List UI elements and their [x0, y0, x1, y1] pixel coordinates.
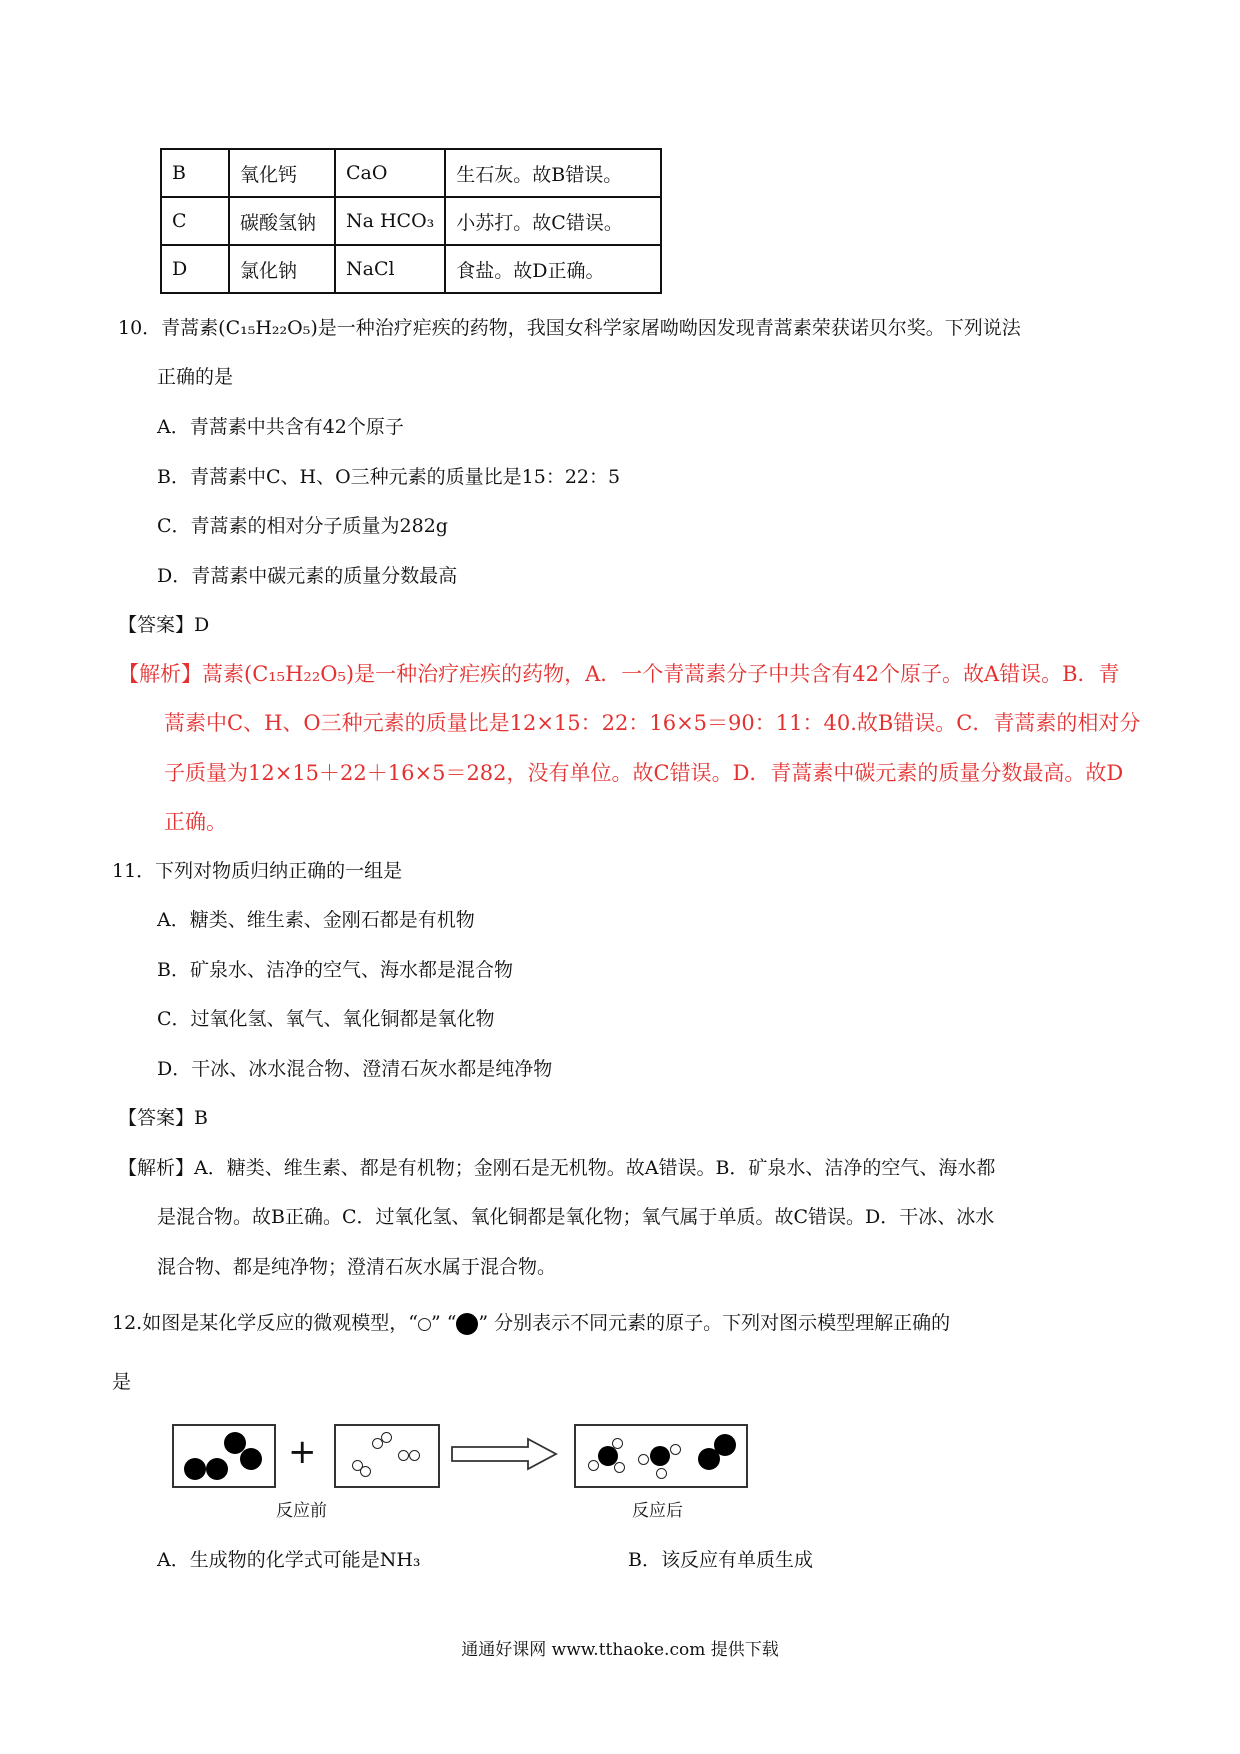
table-cell: 生石灰。故B错误。	[445, 149, 661, 197]
black-atom-icon	[456, 1313, 478, 1335]
label-before: 反应前	[276, 1501, 327, 1521]
q12-stem-line1	[112, 1308, 950, 1335]
q10-analysis-line1: 【解析】蒿素(C₁₅H₂₂O₅)是一种治疗疟疾的药物，A．一个青蒿素分子中共含有42个原子。故A错误。B．青	[118, 662, 1120, 686]
table-cell: D	[161, 245, 229, 293]
table-cell: 氧化钙	[229, 149, 335, 197]
white-atom-icon	[588, 1460, 599, 1471]
plus-sign: +	[288, 1432, 317, 1472]
white-atom-icon	[612, 1438, 623, 1449]
options-table	[160, 148, 662, 294]
q12-stem-text-2: 分别表示不同元素的原子。下列对图示模型理解正确的	[494, 1312, 951, 1334]
q11-option-b: B．矿泉水、洁净的空气、海水都是混合物	[157, 959, 513, 981]
footer: 通通好课网 www.tthaoke.com 提供下载	[461, 1640, 779, 1660]
q11-analysis-line2: 是混合物。故B正确。C．过氧化氢、氧化铜都是氧化物；氧气属于单质。故C错误。D．干冰、冰水	[157, 1206, 995, 1228]
white-atom-icon	[409, 1450, 420, 1461]
table-cell: NaCl	[335, 245, 445, 293]
label-after: 反应后	[632, 1501, 683, 1521]
white-atom-icon	[670, 1444, 681, 1455]
black-atom-icon	[714, 1434, 736, 1456]
q10-analysis-line4: 正确。	[164, 810, 227, 834]
black-atom-icon	[240, 1448, 262, 1470]
q10-option-a: A．青蒿素中共含有42个原子	[157, 416, 404, 438]
white-atom-icon	[418, 1318, 431, 1331]
q10-stem-line2: 正确的是	[157, 366, 234, 388]
q10-analysis-line3: 子质量为12×15＋22＋16×5＝282，没有单位。故C错误。D．青蒿素中碳元素的质量分数最高。故D	[164, 761, 1124, 785]
table-cell: CaO	[335, 149, 445, 197]
q10-option-b: B．青蒿素中C、H、O三种元素的质量比是15：22：5	[157, 466, 621, 488]
table-cell: 氯化钠	[229, 245, 335, 293]
black-atom-icon	[206, 1458, 228, 1480]
black-atom-icon	[184, 1458, 206, 1480]
white-atom-icon	[381, 1432, 392, 1443]
q11-option-a: A．糖类、维生素、金刚石都是有机物	[157, 909, 475, 931]
q11-answer: 【答案】B	[118, 1107, 208, 1129]
quote-sep: ” “	[430, 1312, 457, 1334]
q10-answer: 【答案】D	[118, 614, 210, 636]
q10-option-c: C．青蒿素的相对分子质量为282g	[157, 515, 448, 537]
reaction-arrow-icon	[450, 1437, 560, 1471]
white-atom-icon	[656, 1468, 667, 1479]
table-row	[161, 245, 661, 293]
table-row	[161, 149, 661, 197]
q12-stem-line2: 是	[112, 1371, 132, 1393]
table-cell: 食盐。故D正确。	[445, 245, 661, 293]
q11-option-c: C．过氧化氢、氧气、氧化铜都是氧化物	[157, 1008, 495, 1030]
reactant-box-1	[172, 1424, 276, 1488]
quote-close: ”	[478, 1312, 489, 1334]
q10-stem-line1: 10．青蒿素(C₁₅H₂₂O₅)是一种治疗疟疾的药物，我国女科学家屠呦呦因发现青蒿素荣获诺贝尔奖。下列说法	[118, 317, 1021, 339]
quote-open: “	[408, 1312, 418, 1334]
table-cell: B	[161, 149, 229, 197]
table-row	[161, 197, 661, 245]
q11-option-d: D．干冰、冰水混合物、澄清石灰水都是纯净物	[157, 1058, 553, 1080]
q12-option-b: B．该反应有单质生成	[628, 1549, 813, 1571]
q12-option-a: A．生成物的化学式可能是NH₃	[157, 1549, 421, 1571]
white-atom-icon	[638, 1454, 649, 1465]
white-atom-icon	[398, 1450, 409, 1461]
product-box	[574, 1424, 748, 1488]
table-cell: Na HCO₃	[335, 197, 445, 245]
black-atom-icon	[650, 1446, 670, 1466]
q10-option-d: D．青蒿素中碳元素的质量分数最高	[157, 565, 458, 587]
reactant-box-2	[334, 1424, 440, 1488]
table-cell: 碳酸氢钠	[229, 197, 335, 245]
q11-stem: 11．下列对物质归纳正确的一组是	[112, 860, 403, 882]
q11-analysis-line3: 混合物、都是纯净物；澄清石灰水属于混合物。	[157, 1256, 557, 1278]
table-cell: 小苏打。故C错误。	[445, 197, 661, 245]
table-cell: C	[161, 197, 229, 245]
q11-analysis-line1: 【解析】A．糖类、维生素、都是有机物；金刚石是无机物。故A错误。B．矿泉水、洁净的空气、海水都	[118, 1157, 996, 1179]
white-atom-icon	[360, 1466, 371, 1477]
q12-stem-text: 12.如图是某化学反应的微观模型，	[112, 1312, 409, 1334]
q10-analysis-line2: 蒿素中C、H、O三种元素的质量比是12×15：22：16×5＝90：11：40.故B错误。C．青蒿素的相对分	[164, 711, 1141, 735]
white-atom-icon	[614, 1462, 625, 1473]
